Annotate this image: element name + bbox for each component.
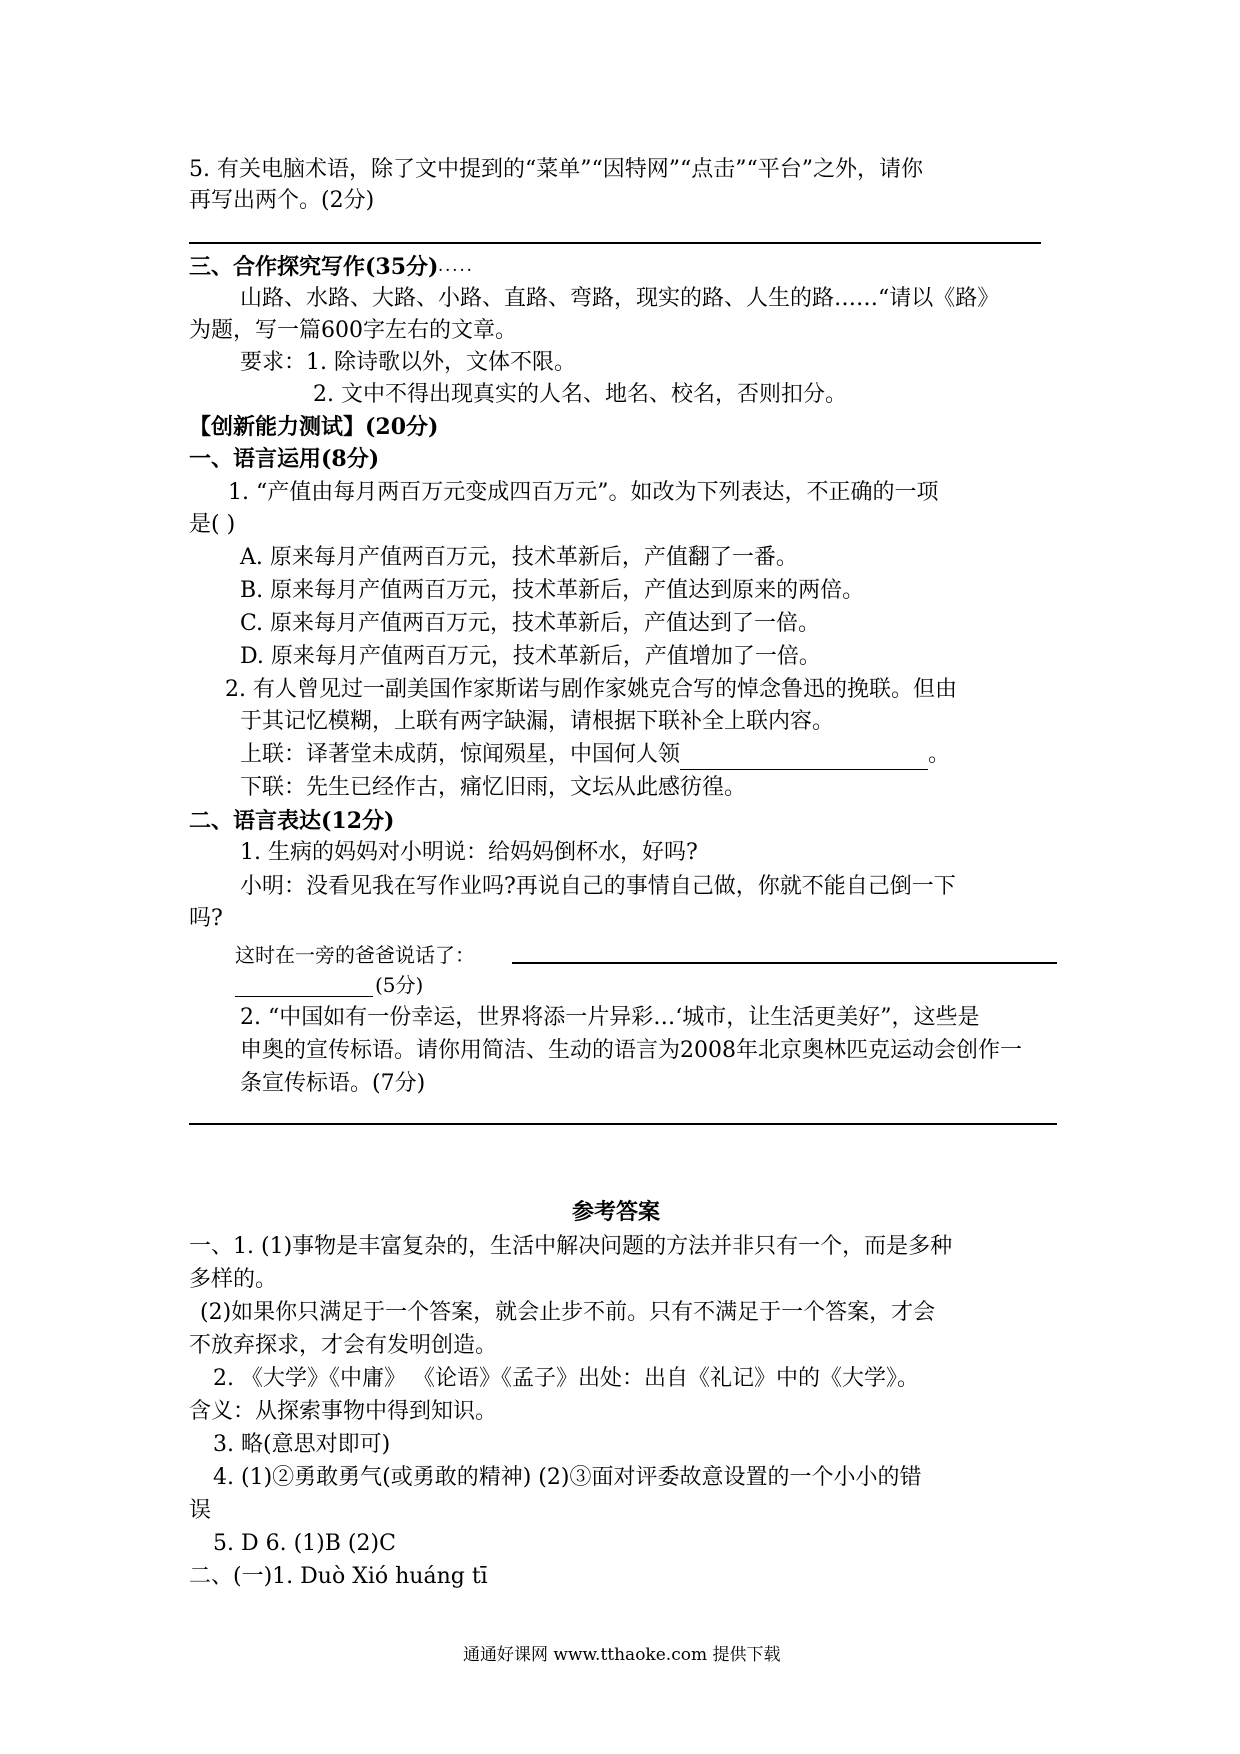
answer-line-q5 bbox=[189, 242, 1041, 244]
answer-4-line1: 4. (1)②勇敢勇气(或勇敢的精神) (2)③面对评委故意设置的一个小小的错 bbox=[213, 1465, 922, 1490]
answer-2-line1: 2. 《大学》《中庸》 《论语》《孟子》出处：出自《礼记》中的《大学》。 bbox=[213, 1366, 919, 1391]
q1-line1: 1. “产值由每月两百万元变成四百万元”。如改为下列表达，不正确的一项 bbox=[228, 480, 939, 505]
answer-1-line1: 一、1. (1)事物是丰富复杂的，生活中解决问题的方法并非只有一个，而是多种 bbox=[189, 1234, 953, 1259]
answer-3: 3. 略(意思对即可) bbox=[213, 1432, 391, 1457]
innovation-test-title: 【创新能力测试】(20分) bbox=[189, 414, 439, 440]
answer-5-6: 5. D 6. (1)B (2)C bbox=[213, 1531, 396, 1556]
s3-requirement-2: 2. 文中不得出现真实的人名、地名、校名，否则扣分。 bbox=[313, 382, 847, 407]
e1-line4: 这时在一旁的爸爸说话了： bbox=[235, 943, 475, 967]
section-3-title-text: 三、合作探究写作(35分) bbox=[189, 254, 439, 280]
couplet-lower: 下联：先生已经作古，痛忆旧雨，文坛从此感彷徨。 bbox=[240, 775, 747, 800]
couplet-upper-text: 上联：译著堂未成荫，惊闻殒星，中国何人领 bbox=[240, 742, 681, 767]
e2-line2: 申奥的宣传标语。请你用简洁、生动的语言为2008年北京奥林匹克运动会创作一 bbox=[240, 1038, 1022, 1063]
e1-line2: 小明：没看见我在写作业吗?再说自己的事情自己做，你就不能自己倒一下 bbox=[240, 874, 956, 899]
e1-line1: 1. 生病的妈妈对小明说：给妈妈倒杯水，好吗? bbox=[240, 840, 698, 865]
q2-line2: 于其记忆模糊，上联有两字缺漏，请根据下联补全上联内容。 bbox=[240, 709, 835, 734]
section-3-title bbox=[189, 252, 474, 282]
footer-text: 通通好课网 www.tthaoke.com 提供下载 bbox=[463, 1645, 781, 1665]
answer-1-line4: 不放弃探求，才会有发明创造。 bbox=[189, 1333, 498, 1358]
answer-1-line2: 多样的。 bbox=[189, 1267, 278, 1292]
e2-line1: 2. “中国如有一份幸运，世界将添一片异彩…‘城市，让生活更美好”，这些是 bbox=[240, 1005, 980, 1030]
answer-1-line3: (2)如果你只满足于一个答案，就会止步不前。只有不满足于一个答案，才会 bbox=[200, 1300, 936, 1325]
q5-line1: 5. 有关电脑术语，除了文中提到的“菜单”“因特网”“点击”“平台”之外，请你 bbox=[189, 157, 923, 182]
answer-4-line2: 误 bbox=[189, 1498, 212, 1523]
couplet-blank[interactable] bbox=[680, 741, 928, 770]
s3-paragraph-1: 山路、水路、大路、小路、直路、弯路，现实的路、人生的路……“请以《路》 bbox=[240, 286, 1000, 311]
s3-paragraph-2: 为题，写一篇600字左右的文章。 bbox=[189, 318, 517, 343]
answer-line-e2[interactable] bbox=[189, 1123, 1057, 1125]
language-use-title: 一、语言运用(8分) bbox=[189, 446, 380, 472]
q2-line1: 2. 有人曾见过一副美国作家斯诺与剧作家姚克合写的悼念鲁迅的挽联。但由 bbox=[225, 677, 957, 702]
answer-section-2: 二、(一)1. Duò Xió huáng tī bbox=[189, 1564, 488, 1589]
option-c: C. 原来每月产值两百万元，技术革新后，产值达到了一倍。 bbox=[240, 611, 821, 636]
answer-line-e1-a[interactable] bbox=[512, 962, 1057, 964]
e1-score: (5分) bbox=[375, 973, 424, 997]
couplet-upper-end: 。 bbox=[928, 742, 951, 767]
answers-title: 参考答案 bbox=[572, 1199, 661, 1225]
option-b: B. 原来每月产值两百万元，技术革新后，产值达到原来的两倍。 bbox=[240, 578, 865, 603]
e2-line3: 条宣传标语。(7分) bbox=[240, 1071, 426, 1096]
q1-line2: 是( ) bbox=[189, 512, 236, 537]
language-expression-title: 二、语言表达(12分) bbox=[189, 808, 395, 834]
couplet-upper bbox=[240, 740, 950, 770]
answer-line-e1-b[interactable] bbox=[235, 996, 373, 997]
s3-requirement-1: 要求：1. 除诗歌以外，文体不限。 bbox=[240, 350, 576, 375]
e1-line3: 吗? bbox=[189, 906, 223, 931]
answer-2-line2: 含义：从探索事物中得到知识。 bbox=[189, 1399, 498, 1424]
option-a: A. 原来每月产值两百万元，技术革新后，产值翻了一番。 bbox=[240, 545, 798, 570]
option-d: D. 原来每月产值两百万元，技术革新后，产值增加了一倍。 bbox=[240, 644, 821, 669]
q5-line2: 再写出两个。(2分) bbox=[189, 188, 375, 213]
section-3-dots: ..... bbox=[438, 260, 475, 274]
